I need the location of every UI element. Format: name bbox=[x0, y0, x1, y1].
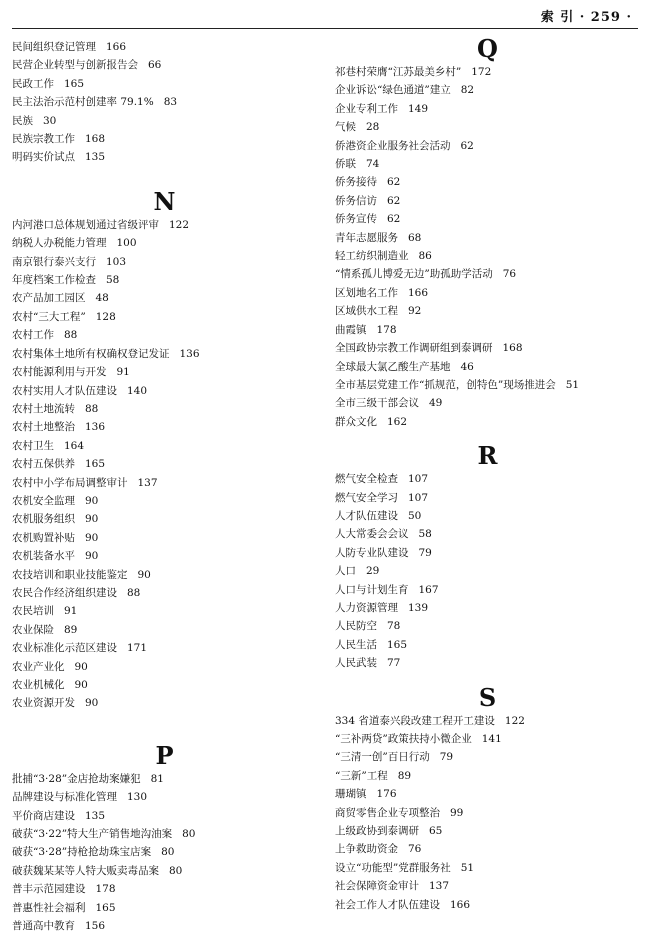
index-page-number: 91 bbox=[116, 366, 130, 379]
index-entry bbox=[12, 112, 317, 130]
index-page-number: 140 bbox=[127, 384, 148, 397]
index-term: “情系孤儿博爱无边”助孤助学活动 bbox=[335, 268, 493, 281]
index-term: 群众文化 bbox=[335, 415, 377, 428]
index-page-number: 176 bbox=[376, 788, 397, 801]
index-term: 破获“3·28”持枪抢劫珠宝店案 bbox=[12, 846, 152, 859]
index-term: 334 省道泰兴段改建工程开工建设 bbox=[335, 714, 495, 727]
index-page-number: 77 bbox=[387, 657, 401, 670]
index-entry bbox=[12, 566, 317, 584]
index-term: 社会保障资金审计 bbox=[335, 880, 419, 893]
index-term: 人大常委会会议 bbox=[335, 528, 409, 541]
index-term: 农业机械化 bbox=[12, 679, 65, 691]
index-page-number: 88 bbox=[127, 586, 141, 599]
index-group-m bbox=[12, 38, 317, 167]
index-page-number: 90 bbox=[137, 568, 151, 581]
index-page-number: 58 bbox=[106, 274, 120, 287]
index-entry bbox=[335, 617, 640, 635]
index-page-number: 139 bbox=[408, 601, 429, 614]
index-page-number: 178 bbox=[95, 883, 116, 896]
index-page-number: 82 bbox=[460, 84, 475, 97]
index-entry bbox=[335, 376, 640, 394]
index-term: 人民武装 bbox=[335, 657, 377, 670]
index-entry bbox=[335, 358, 640, 376]
index-entry bbox=[335, 748, 640, 766]
index-page-number: 166 bbox=[450, 898, 471, 911]
index-page-number: 149 bbox=[408, 102, 429, 115]
index-entry bbox=[335, 394, 640, 412]
index-page-number: 165 bbox=[64, 77, 85, 90]
index-page-number: 86 bbox=[418, 250, 432, 263]
index-entry bbox=[335, 636, 640, 654]
index-term: 全球最大氯乙酸生产基地 bbox=[335, 360, 451, 373]
index-entry bbox=[335, 284, 640, 302]
index-entry bbox=[12, 899, 317, 917]
index-term: 祁巷村荣膺“江苏最美乡村” bbox=[335, 66, 462, 78]
index-group-n bbox=[12, 216, 317, 713]
index-term: 普惠性社会福利 bbox=[12, 901, 86, 914]
index-entry bbox=[335, 192, 640, 210]
index-page-number: 83 bbox=[163, 96, 178, 109]
index-term: 农村实用人才队伍建设 bbox=[12, 384, 117, 397]
index-term: 破获魏某某等人特大贩卖毒品案 bbox=[12, 864, 159, 877]
index-entry bbox=[12, 917, 317, 935]
index-term: 平价商店建设 bbox=[12, 809, 75, 822]
index-page-number: 90 bbox=[85, 550, 99, 563]
index-entry bbox=[12, 363, 317, 381]
index-term: 企业诉讼“绿色通道”建立 bbox=[335, 84, 451, 97]
page-header bbox=[0, 0, 650, 30]
index-page-number: 122 bbox=[169, 218, 190, 231]
index-entry bbox=[335, 413, 640, 431]
index-entry bbox=[335, 489, 640, 507]
index-entry bbox=[335, 730, 640, 748]
index-term: 侨联 bbox=[335, 158, 356, 171]
index-page-number: 167 bbox=[418, 583, 439, 596]
index-entry bbox=[12, 289, 317, 307]
index-entry bbox=[12, 271, 317, 289]
index-page-number: 100 bbox=[116, 237, 137, 250]
index-entry bbox=[335, 247, 640, 265]
index-page-number: 90 bbox=[85, 494, 99, 507]
index-entry bbox=[12, 788, 317, 806]
index-page-number: 51 bbox=[460, 861, 475, 874]
index-entry bbox=[12, 56, 317, 74]
index-page-number: 162 bbox=[387, 415, 408, 428]
index-group-r bbox=[335, 470, 640, 672]
index-page-number: 156 bbox=[85, 920, 106, 933]
index-page-number: 91 bbox=[64, 605, 78, 618]
index-page-number: 172 bbox=[471, 66, 492, 78]
index-entry bbox=[12, 437, 317, 455]
index-entry bbox=[12, 216, 317, 234]
index-term: 农业资源开发 bbox=[12, 697, 75, 710]
index-term: 纳税人办税能力管理 bbox=[12, 237, 107, 250]
index-term: 农技培训和职业技能鉴定 bbox=[12, 568, 128, 581]
index-page-number: 128 bbox=[95, 310, 116, 323]
index-term: 民间组织登记管理 bbox=[12, 41, 96, 53]
index-page-number: 65 bbox=[429, 825, 443, 838]
index-term: 民主法治示范村创建率 79.1% bbox=[12, 96, 154, 109]
index-term: 农村卫生 bbox=[12, 439, 54, 452]
index-page-number: 80 bbox=[169, 864, 183, 877]
index-entry bbox=[335, 544, 640, 562]
section-letter-n: N bbox=[153, 186, 176, 216]
index-page-number: 90 bbox=[85, 531, 99, 544]
index-page-number: 178 bbox=[376, 323, 397, 336]
index-entry bbox=[12, 658, 317, 676]
index-entry bbox=[335, 525, 640, 543]
index-term: “三补两贷”政策扶持小微企业 bbox=[335, 733, 472, 745]
index-page-number: 136 bbox=[179, 347, 200, 360]
header-rule bbox=[12, 28, 638, 29]
index-page-number: 92 bbox=[408, 305, 422, 318]
index-entry bbox=[335, 229, 640, 247]
index-term: 民族宗教工作 bbox=[12, 133, 75, 146]
index-entry bbox=[335, 896, 640, 914]
index-page-number: 89 bbox=[64, 623, 78, 636]
index-page-number: 168 bbox=[85, 133, 106, 146]
index-term: 侨港资企业服务社会活动 bbox=[335, 139, 451, 152]
index-term: 农业保险 bbox=[12, 623, 54, 636]
index-term: 社会工作人才队伍建设 bbox=[335, 898, 440, 911]
index-page-number: 80 bbox=[161, 846, 175, 859]
index-term: 年度档案工作检查 bbox=[12, 274, 96, 287]
index-entry bbox=[12, 602, 317, 620]
index-page-number: 90 bbox=[74, 660, 88, 673]
index-term: 民政工作 bbox=[12, 77, 54, 90]
index-entry bbox=[335, 173, 640, 191]
index-term: 内河港口总体规划通过省级评审 bbox=[12, 218, 159, 231]
index-entry bbox=[12, 862, 317, 880]
index-entry bbox=[12, 418, 317, 436]
index-entry bbox=[335, 712, 640, 730]
index-group-s bbox=[335, 712, 640, 914]
index-term: 农村工作 bbox=[12, 329, 54, 342]
index-entry bbox=[12, 326, 317, 344]
index-page-number: 164 bbox=[64, 439, 85, 452]
index-entry bbox=[335, 840, 640, 858]
index-entry bbox=[12, 93, 317, 111]
index-entry bbox=[12, 694, 317, 712]
index-page-number: 62 bbox=[460, 139, 474, 152]
index-entry bbox=[12, 38, 317, 56]
index-term: 全市三级干部会议 bbox=[335, 397, 419, 410]
index-page-number: 137 bbox=[137, 476, 158, 489]
index-entry bbox=[12, 382, 317, 400]
index-page-number: 76 bbox=[408, 843, 422, 856]
index-entry bbox=[12, 639, 317, 657]
index-term: 曲霞镇 bbox=[335, 323, 367, 336]
index-entry bbox=[12, 770, 317, 788]
index-page-number: 29 bbox=[366, 565, 380, 578]
index-entry bbox=[12, 676, 317, 694]
index-page-number: 165 bbox=[95, 901, 116, 914]
index-entry bbox=[335, 63, 640, 81]
index-term: 农机购置补贴 bbox=[12, 531, 75, 544]
index-page-number: 171 bbox=[127, 642, 148, 655]
index-page-number: 165 bbox=[85, 458, 106, 471]
index-page-number: 90 bbox=[74, 679, 88, 691]
index-term: 气候 bbox=[335, 121, 356, 134]
index-term: 人防专业队建设 bbox=[335, 546, 409, 559]
index-entry bbox=[12, 474, 317, 492]
index-term: 人民生活 bbox=[335, 638, 377, 651]
section-letter-r: R bbox=[477, 441, 498, 471]
index-page-number: 141 bbox=[481, 733, 502, 745]
index-entry bbox=[335, 654, 640, 672]
index-page-number: 62 bbox=[387, 194, 401, 207]
index-term: 区域供水工程 bbox=[335, 305, 398, 318]
index-term: 农业产业化 bbox=[12, 660, 65, 673]
index-page-number: 166 bbox=[408, 286, 429, 299]
index-term: 企业专利工作 bbox=[335, 102, 398, 115]
index-term: 侨务宣传 bbox=[335, 213, 377, 226]
index-page-number: 80 bbox=[182, 828, 196, 841]
left-column bbox=[12, 38, 317, 935]
index-entry bbox=[12, 455, 317, 473]
index-entry bbox=[12, 75, 317, 93]
index-entry bbox=[335, 859, 640, 877]
index-term: 人才队伍建设 bbox=[335, 509, 398, 522]
index-group-p bbox=[12, 770, 317, 936]
index-page-number: 135 bbox=[85, 809, 106, 822]
index-page-number: 122 bbox=[504, 714, 525, 727]
index-page-number: 130 bbox=[127, 791, 148, 804]
index-term: 区划地名工作 bbox=[335, 286, 398, 299]
index-page-number: 107 bbox=[408, 491, 429, 504]
index-entry bbox=[335, 210, 640, 228]
right-column bbox=[335, 34, 640, 914]
page-header-title: 索 引 · 259 · bbox=[540, 10, 632, 25]
index-term: 农民合作经济组织建设 bbox=[12, 586, 117, 599]
index-term: 农村五保供养 bbox=[12, 458, 75, 471]
index-term: 青年志愿服务 bbox=[335, 231, 398, 244]
index-page-number: 79 bbox=[439, 751, 454, 764]
index-page-number: 49 bbox=[429, 397, 443, 410]
index-page-number: 68 bbox=[408, 231, 422, 244]
index-term: 民营企业转型与创新报告会 bbox=[12, 59, 138, 72]
index-page-number: 50 bbox=[408, 509, 422, 522]
index-term: “三新”工程 bbox=[335, 769, 388, 782]
index-page-number: 30 bbox=[43, 114, 57, 127]
index-page-number: 165 bbox=[387, 638, 408, 651]
index-page-number: 88 bbox=[85, 402, 99, 415]
index-entry bbox=[335, 767, 640, 785]
index-entry bbox=[12, 400, 317, 418]
index-page-number: 46 bbox=[460, 360, 474, 373]
index-entry bbox=[335, 507, 640, 525]
index-page-number: 88 bbox=[64, 329, 78, 342]
index-term: 批捕“3·28”金店抢劫案嫌犯 bbox=[12, 772, 141, 785]
index-page-number: 81 bbox=[150, 772, 164, 785]
index-term: “三清一创”百日行动 bbox=[335, 751, 430, 764]
index-entry bbox=[12, 234, 317, 252]
index-entry bbox=[335, 118, 640, 136]
index-term: 人民防空 bbox=[335, 620, 377, 633]
index-term: 农村集体土地所有权确权登记发证 bbox=[12, 347, 170, 360]
index-term: 农机服务组织 bbox=[12, 513, 75, 526]
index-entry bbox=[335, 877, 640, 895]
index-group-q bbox=[335, 63, 640, 431]
index-entry bbox=[335, 100, 640, 118]
index-page-number: 136 bbox=[85, 421, 106, 434]
index-page-number: 99 bbox=[450, 806, 464, 819]
index-term: 农村中小学布局调整审计 bbox=[12, 476, 128, 489]
index-entry bbox=[12, 843, 317, 861]
index-term: 农业标准化示范区建设 bbox=[12, 642, 117, 655]
index-entry bbox=[12, 345, 317, 363]
index-term: 轻工纺织制造业 bbox=[335, 250, 409, 263]
index-entry bbox=[335, 804, 640, 822]
index-page-number: 90 bbox=[85, 513, 99, 526]
index-entry bbox=[335, 470, 640, 488]
index-entry bbox=[12, 621, 317, 639]
index-term: 南京银行泰兴支行 bbox=[12, 255, 96, 268]
index-entry bbox=[12, 130, 317, 148]
index-entry bbox=[335, 302, 640, 320]
index-entry bbox=[12, 825, 317, 843]
index-page-number: 28 bbox=[366, 121, 380, 134]
index-page-number: 90 bbox=[85, 697, 99, 710]
index-term: 设立“功能型”党群服务社 bbox=[335, 861, 451, 874]
index-term: 农村土地流转 bbox=[12, 402, 75, 415]
index-term: 民族 bbox=[12, 114, 33, 127]
index-term: 农村“三大工程” bbox=[12, 310, 86, 323]
index-page-number: 89 bbox=[397, 769, 412, 782]
index-page-number: 66 bbox=[148, 59, 162, 72]
index-entry bbox=[335, 155, 640, 173]
index-term: 破获“3·22”特大生产销售地沟油案 bbox=[12, 828, 173, 841]
index-term: 农民培训 bbox=[12, 605, 54, 618]
index-term: 上争救助资金 bbox=[335, 843, 398, 856]
index-term: 明码实价试点 bbox=[12, 151, 75, 164]
index-term: 农产品加工园区 bbox=[12, 292, 86, 305]
index-entry bbox=[12, 253, 317, 271]
index-entry bbox=[335, 785, 640, 803]
index-entry bbox=[12, 547, 317, 565]
index-term: 珊瑚镇 bbox=[335, 788, 367, 801]
index-term: 全国政协宗教工作调研组到泰调研 bbox=[335, 342, 493, 355]
index-term: 侨务信访 bbox=[335, 194, 377, 207]
index-page-number: 74 bbox=[366, 158, 380, 171]
index-page-number: 107 bbox=[408, 473, 429, 486]
section-letter-q: Q bbox=[477, 34, 498, 63]
index-page-number: 51 bbox=[565, 378, 580, 391]
index-entry bbox=[335, 265, 640, 283]
index-term: 人口 bbox=[335, 565, 356, 578]
index-term: 人力资源管理 bbox=[335, 601, 398, 614]
index-term: 侨务接待 bbox=[335, 176, 377, 189]
index-entry bbox=[12, 510, 317, 528]
index-page-number: 135 bbox=[85, 151, 106, 164]
index-entry bbox=[335, 81, 640, 99]
index-entry bbox=[335, 822, 640, 840]
index-entry bbox=[335, 339, 640, 357]
index-entry bbox=[12, 880, 317, 898]
index-entry bbox=[335, 321, 640, 339]
index-entry bbox=[12, 308, 317, 326]
index-term: 燃气安全检查 bbox=[335, 473, 398, 486]
index-entry bbox=[12, 529, 317, 547]
index-page-number: 137 bbox=[429, 880, 450, 893]
index-term: 农村能源利用与开发 bbox=[12, 366, 107, 379]
section-letter-s: S bbox=[478, 682, 497, 712]
section-letter-p: P bbox=[155, 740, 174, 770]
index-page-number: 79 bbox=[418, 546, 432, 559]
index-term: 普丰示范园建设 bbox=[12, 883, 86, 896]
index-page-number: 76 bbox=[502, 268, 517, 281]
index-entry bbox=[335, 581, 640, 599]
index-term: 燃气安全学习 bbox=[335, 491, 398, 504]
index-term: 普通高中教育 bbox=[12, 920, 75, 933]
index-entry bbox=[335, 137, 640, 155]
index-term: 全市基层党建工作“抓规范，创特色”现场推进会 bbox=[335, 378, 556, 391]
index-page-number: 166 bbox=[106, 41, 127, 53]
index-page-number: 168 bbox=[502, 342, 523, 355]
index-term: 上级政协到泰调研 bbox=[335, 825, 419, 838]
index-page-number: 48 bbox=[95, 292, 109, 305]
index-term: 农村土地整治 bbox=[12, 421, 75, 434]
index-entry bbox=[12, 584, 317, 602]
index-page-number: 62 bbox=[387, 176, 401, 189]
index-entry bbox=[12, 148, 317, 166]
index-term: 商贸零售企业专项整治 bbox=[335, 806, 440, 819]
index-term: 农机安全监理 bbox=[12, 494, 75, 507]
index-page-number: 103 bbox=[106, 255, 127, 268]
index-page-number: 62 bbox=[387, 213, 401, 226]
index-entry bbox=[12, 807, 317, 825]
index-page-number: 78 bbox=[387, 620, 401, 633]
index-entry bbox=[335, 562, 640, 580]
index-entry bbox=[335, 599, 640, 617]
index-term: 品牌建设与标准化管理 bbox=[12, 791, 117, 804]
index-page-number: 58 bbox=[418, 528, 432, 541]
index-term: 农机装备水平 bbox=[12, 550, 75, 563]
index-entry bbox=[12, 492, 317, 510]
index-term: 人口与计划生育 bbox=[335, 583, 409, 596]
